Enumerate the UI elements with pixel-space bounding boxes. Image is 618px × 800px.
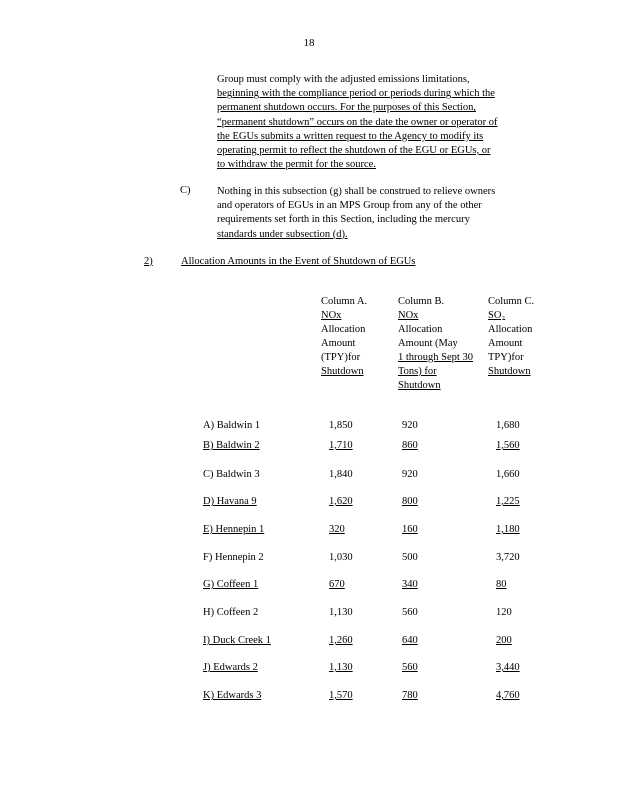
cell-a: 1,570	[329, 690, 353, 701]
cell-c: 120	[496, 607, 512, 618]
table-row	[0, 469, 618, 483]
cell-a: 320	[329, 524, 345, 535]
cell-a: 670	[329, 579, 345, 590]
cell-unit: F) Hennepin 2	[203, 552, 264, 563]
cell-c: 4,760	[496, 690, 520, 701]
page-number: 18	[303, 37, 315, 49]
text-line: the EGUs submits a written request to the Agency to modify its	[217, 130, 484, 142]
column-header-line: Amount	[488, 338, 523, 349]
cell-c: 80	[496, 579, 507, 590]
cell-a: 1,030	[329, 552, 353, 563]
cell-a: 1,260	[329, 635, 353, 646]
column-header-line: Column C.	[488, 296, 535, 307]
cell-b: 640	[402, 635, 418, 646]
cell-b: 800	[402, 496, 418, 507]
cell-a: 1,840	[329, 469, 353, 480]
cell-b: 560	[402, 662, 418, 673]
cell-unit: K) Edwards 3	[203, 690, 262, 701]
table-row	[0, 579, 618, 593]
cell-unit: I) Duck Creek 1	[203, 635, 271, 646]
column-header-line: Allocation	[488, 324, 533, 335]
cell-c: 1,680	[496, 420, 520, 431]
cell-unit: D) Havana 9	[203, 496, 257, 507]
column-header-line: 1 through Sept 30	[398, 352, 473, 363]
section-2-title: Allocation Amounts in the Event of Shutdown of EGUs	[181, 256, 416, 267]
column-header-line: NOx	[398, 310, 419, 321]
cell-b: 160	[402, 524, 418, 535]
table-row	[0, 662, 618, 676]
text-line: beginning with the compliance period or periods during which the	[217, 88, 495, 100]
column-header-line: NOx	[321, 310, 342, 321]
column-b-header	[398, 295, 486, 393]
table-row	[0, 552, 618, 566]
cell-c: 3,720	[496, 552, 520, 563]
cell-c: 1,225	[496, 496, 520, 507]
cell-c: 200	[496, 635, 512, 646]
cell-b: 860	[402, 440, 418, 451]
section-2-marker: 2)	[144, 256, 153, 267]
text-line: to withdraw the permit for the source.	[217, 159, 376, 171]
cell-unit: J) Edwards 2	[203, 662, 258, 673]
table-row	[0, 496, 618, 510]
cell-unit: B) Baldwin 2	[203, 440, 260, 451]
column-header-line: Amount	[321, 338, 356, 349]
cell-c: 1,660	[496, 469, 520, 480]
table-row	[0, 690, 618, 704]
cell-c: 3,440	[496, 662, 520, 673]
text-line: “permanent shutdown” occurs on the date the owner or operator of	[217, 116, 498, 128]
column-header-line: Allocation	[321, 324, 366, 335]
item-c-marker: C)	[180, 185, 191, 196]
column-header-line: (TPY)for	[321, 352, 361, 363]
cell-b: 560	[402, 607, 418, 618]
cell-b: 920	[402, 469, 418, 480]
cell-c: 1,560	[496, 440, 520, 451]
paragraph-shutdown-compliance	[217, 73, 537, 172]
cell-b: 920	[402, 420, 418, 431]
cell-a: 1,710	[329, 440, 353, 451]
column-header-line: Shutdown	[398, 380, 441, 391]
cell-unit: A) Baldwin 1	[203, 420, 261, 431]
table-row	[0, 440, 618, 454]
cell-unit: G) Coffeen 1	[203, 579, 259, 590]
paragraph-item-c	[217, 185, 529, 242]
column-c-header	[488, 295, 544, 379]
table-row	[0, 420, 618, 434]
column-header-line: Column A.	[321, 296, 368, 307]
cell-a: 1,130	[329, 662, 353, 673]
text-line: permanent shutdown occurs. For the purposes of this Section,	[217, 102, 476, 114]
cell-a: 1,130	[329, 607, 353, 618]
cell-unit: C) Baldwin 3	[203, 469, 260, 480]
table-row	[0, 524, 618, 538]
table-row	[0, 635, 618, 649]
table-row	[0, 607, 618, 621]
column-header-line: Shutdown	[321, 366, 364, 377]
column-header-line: SO₂	[488, 310, 506, 321]
cell-unit: H) Coffeen 2	[203, 607, 259, 618]
column-header-line: Allocation	[398, 324, 443, 335]
cell-b: 340	[402, 579, 418, 590]
cell-b: 500	[402, 552, 418, 563]
text-line: operating permit to reflect the shutdown of the EGU or EGUs, or	[217, 145, 491, 157]
cell-c: 1,180	[496, 524, 520, 535]
text-line: requirements set forth in this Section, including the mercury	[217, 214, 470, 226]
cell-unit: E) Hennepin 1	[203, 524, 265, 535]
column-header-line: Shutdown	[488, 366, 531, 377]
cell-a: 1,620	[329, 496, 353, 507]
column-a-header	[321, 295, 377, 379]
column-header-line: TPY)for	[488, 352, 524, 363]
cell-a: 1,850	[329, 420, 353, 431]
cell-b: 780	[402, 690, 418, 701]
text-line: Nothing in this subsection (g) shall be construed to relieve owners	[217, 186, 496, 197]
text-line: Group must comply with the adjusted emissions limitations,	[217, 74, 470, 85]
column-header-line: Amount (May	[398, 338, 458, 349]
text-line: and operators of EGUs in an MPS Group from any of the other	[217, 200, 482, 212]
text-line: standards under subsection (d).	[217, 228, 348, 240]
column-header-line: Column B.	[398, 296, 445, 307]
column-header-line: Tons) for	[398, 366, 437, 377]
